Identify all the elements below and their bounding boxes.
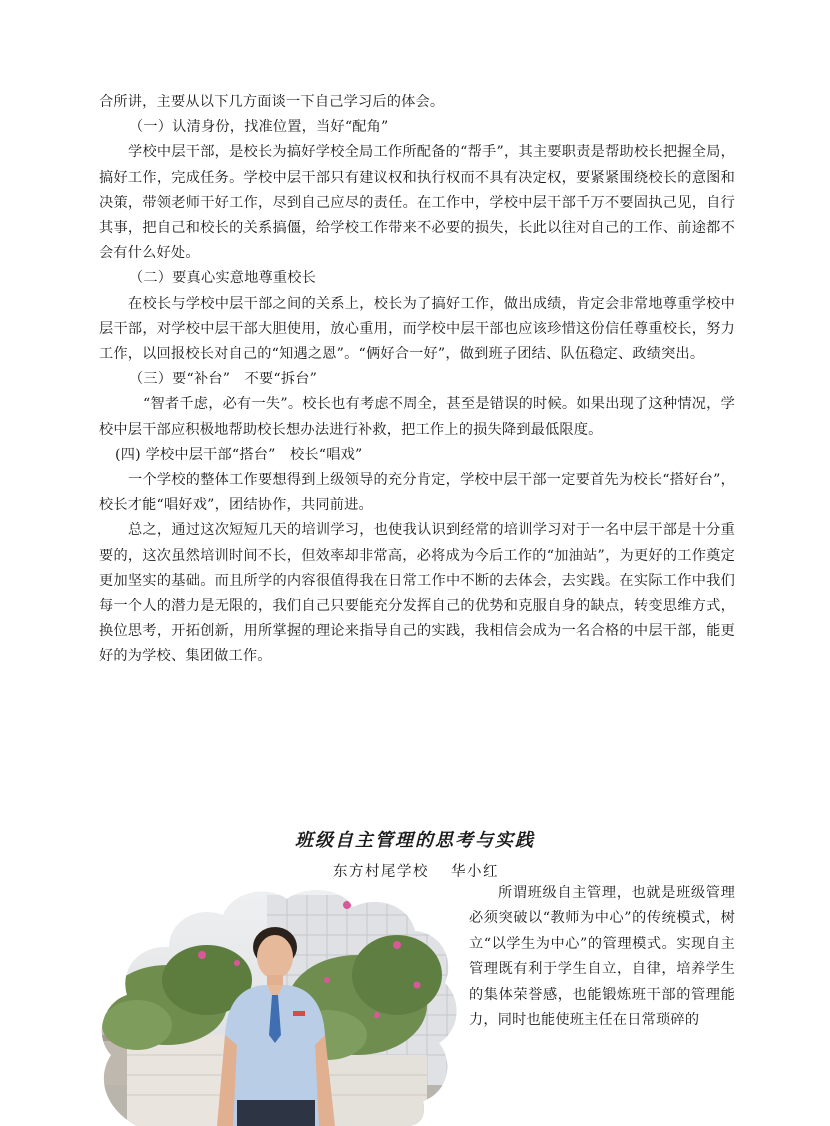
article-title: 班级自主管理的思考与实践 [295, 830, 535, 851]
author-school: 东方村尾学校 [333, 864, 429, 880]
article-intro [469, 881, 735, 1033]
author-name: 华小红 [451, 864, 499, 880]
author-photo [97, 885, 457, 1126]
section-heading-2: （二）要真心实意地尊重校长 [129, 270, 317, 287]
paragraph-1: 学校中层干部，是校长为搞好学校全局工作所配备的“帮手”，其主要职责是帮助校长把握全局，搞好工作，完成任务。学校中层干部只有建议权和执行权而不具有决定权，要紧紧围绕校长的意图和决策，带领老师干好工作，尽到自己应尽的责任。在工作中，学校中层干部千万不要固执己见，自行其事，把自己和校长的关系搞僵，给学校工作带来不必要的损失，长此以往对自己的工作、前途都不会有什么好处。 [99, 144, 735, 262]
paragraph-2: 在校长与学校中层干部之间的关系上，校长为了搞好工作，做出成绩，肯定会非常地尊重学校中层干部，对学校中层干部大胆使用，放心重用，而学校中层干部也应该珍惜这份信任尊重校长，努力工作，以回报校长对自己的“知遇之恩”。“俩好合一好”，做到班子团结、队伍稳定、政绩突出。 [99, 295, 735, 363]
section-heading-4: (四) 学校中层干部“搭台” 校长“唱戏” [115, 446, 363, 463]
section-heading-3: （三）要“补台” 不要“拆台” [129, 371, 318, 388]
paragraph-5: 总之，通过这次短短几天的培训学习，也使我认识到经常的培训学习对于一名中层干部是十分重要的，这次虽然培训时间不长，但效率却非常高，必将成为今后工作的“加油站”，为更好的工作奠定更加坚实的基础。而且所学的内容很值得我在日常工作中不断的去体会，去实践。在实际工作中我们每一个人的潜力是无限的，我们自己只要能充分发挥自己的优势和克服自身的缺点，转变思维方式，换位思考，开拓创新，用所掌握的理论来指导自己的实践，我相信会成为一名合格的中层干部，能更好的为学校、集团做工作。 [99, 522, 735, 665]
section-heading-1: （一）认清身份，找准位置，当好“配角” [129, 119, 389, 136]
intro-paragraph: 所谓班级自主管理，也就是班级管理必须突破以“教师为中心”的传统模式，树立“以学生为中心”的管理模式。实现自主管理既有利于学生自立，自律，培养学生的集体荣誉感，也能锻炼班干部的管理能力，同时也能使班主任在日常琐碎的 [469, 885, 735, 1029]
byline [333, 860, 499, 881]
paragraph-4: 一个学校的整体工作要想得到上级领导的充分肯定，学校中层干部一定要首先为校长“搭好台”，校长才能“唱好戏”，团结协作，共同前进。 [99, 472, 735, 514]
paragraph-3: “智者千虑，必有一失”。校长也有考虑不周全，甚至是错误的时候。如果出现了这种情况，学校中层干部应积极地帮助校长想办法进行补救，把工作上的损失降到最低限度。 [99, 396, 735, 438]
article-body [99, 90, 735, 670]
paragraph-intro: 合所讲，主要从以下几方面谈一下自己学习后的体会。 [99, 94, 445, 110]
